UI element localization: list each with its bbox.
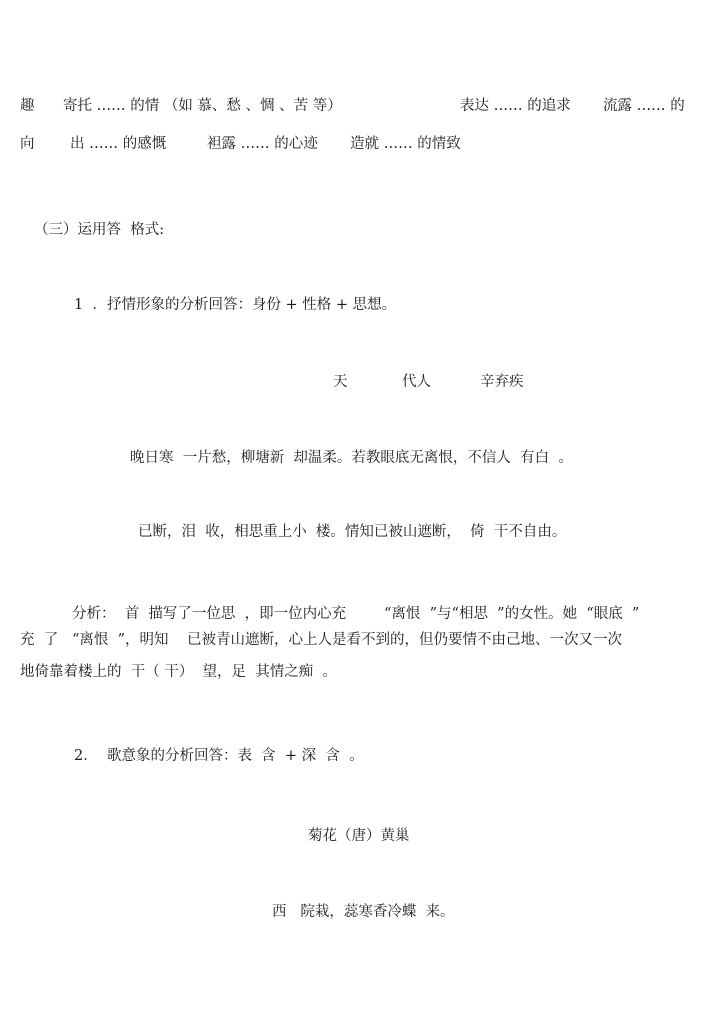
intro-phrase: 寄托 …… 的情 （如 慕、愁 、惆 、苦 等） xyxy=(63,98,342,114)
analysis-text: “离恨 ”与“相思 ”的女性。她 “眼底 ” xyxy=(384,606,640,622)
analysis-text: 分析： 首 描写了一位思 ，即一位内心充 xyxy=(72,606,347,622)
poem1-verse-1: 晚日寒 一片愁，柳塘新 却温柔。若教眼底无离恨，不信人 有白 。 xyxy=(130,450,573,466)
poem1-title xyxy=(0,372,720,392)
analysis-line-2 xyxy=(0,630,720,650)
analysis-line-1 xyxy=(0,604,720,624)
poem2-verse-1: 西 院栽，蕊寒香冷蝶 来。 xyxy=(272,904,455,920)
analysis-text: “离恨 ”，明知 已被青山遮断，心上人是看不到的，但仍要情不由己地、一次又一次 xyxy=(72,632,622,648)
intro-phrase: 流露 …… 的 xyxy=(603,98,685,114)
poem1-verse-2: 已断，泪 收，相思重上小 楼。情知已被山遮断， 倚 干不自由。 xyxy=(138,524,567,540)
intro-phrase: 袒露 …… 的心迹 xyxy=(207,136,318,152)
poem1-author: 辛弃疾 xyxy=(480,374,524,390)
intro-phrase: 出 …… 的感慨 xyxy=(70,136,167,152)
intro-line-2 xyxy=(0,134,720,154)
intro-phrase: 表达 …… 的追求 xyxy=(460,98,571,114)
section-heading: （三）运用答 格式: xyxy=(34,222,165,238)
intro-phrase: 造就 …… 的情致 xyxy=(350,136,461,152)
analysis-text: 充 了 xyxy=(20,632,59,648)
intro-line-1 xyxy=(0,96,720,116)
intro-word: 趣 xyxy=(20,98,35,114)
poem2-title: 菊花（唐）黄巢 xyxy=(308,828,410,844)
item1-label: 1 ．抒情形象的分析回答：身份 + 性格 + 思想。 xyxy=(74,297,397,313)
poem1-title-part: 天 xyxy=(333,374,348,390)
poem1-title-part: 代人 xyxy=(402,374,431,390)
intro-word: 向 xyxy=(20,136,35,152)
item2-label: 2． 歌意象的分析回答：表 含 + 深 含 。 xyxy=(74,748,364,764)
analysis-line-3: 地倚靠着楼上的 干（ 干） 望，足 其情之痴 。 xyxy=(20,664,337,680)
